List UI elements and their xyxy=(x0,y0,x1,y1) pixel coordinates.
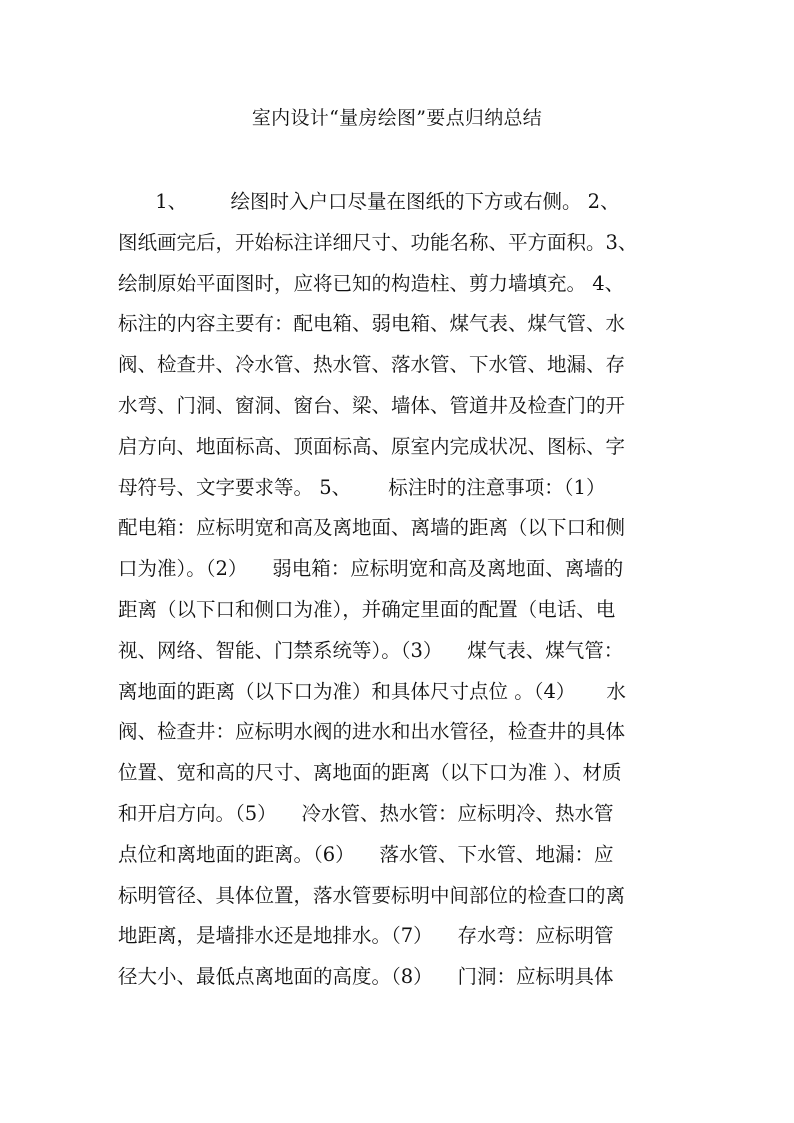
body-line: 离地面的距离（以下口为准）和具体尺寸点位 。（4） 水 xyxy=(118,679,626,703)
body-line: 位置、宽和高的尺寸、离地面的距离（以下口为准 ）、材质 xyxy=(118,761,622,785)
body-line: 标注的内容主要有：配电箱、弱电箱、煤气表、煤气管、水 xyxy=(118,312,626,336)
body-line: 阀、检查井、冷水管、热水管、落水管、下水管、地漏、存 xyxy=(118,353,626,377)
body-line: 地距离，是墙排水还是地排水。（7） 存水弯：应标明管 xyxy=(118,924,614,948)
body-line: 点位和离地面的距离。（6） 落水管、下水管、地漏：应 xyxy=(118,842,614,866)
body-line: 阀、检查井：应标明水阀的进水和出水管径，检查井的具体 xyxy=(118,720,626,744)
body-line: 配电箱：应标明宽和高及离地面、离墙的距离（以下口和侧 xyxy=(118,516,626,540)
body-line: 视、网络、智能、门禁系统等）。（3） 煤气表、煤气管： xyxy=(118,638,624,662)
document-body xyxy=(118,182,678,998)
body-line: 启方向、地面标高、顶面标高、原室内完成状况、图标、字 xyxy=(118,434,626,458)
body-line: 口为准）。（2） 弱电箱：应标明宽和高及离地面、离墙的 xyxy=(118,557,624,581)
body-line: 和开启方向。（5） 冷水管、热水管：应标明冷、热水管 xyxy=(118,801,614,825)
body-line: 1、 绘图时入户口尽量在图纸的下方或右侧。 2、 xyxy=(118,190,620,213)
body-line: 母符号、文字要求等。 5、 标注时的注意事项：（1） xyxy=(118,475,606,499)
body-line: 图纸画完后，开始标注详细尺寸、功能名称、平方面积。3、 xyxy=(118,230,638,254)
body-line: 径大小、最低点离地面的高度。（8） 门洞：应标明具体 xyxy=(118,965,614,989)
body-line: 标明管径、具体位置，落水管要标明中间部位的检查口的离 xyxy=(118,883,626,907)
body-line: 距离（以下口和侧口为准），并确定里面的配置（电话、电 xyxy=(118,597,616,621)
body-line: 绘制原始平面图时，应将已知的构造柱、剪力墙填充。 4、 xyxy=(118,271,625,295)
document-title: 室内设计“量房绘图”要点归纳总结 xyxy=(251,107,543,129)
body-line: 水弯、门洞、窗洞、窗台、梁、墙体、管道井及检查门的开 xyxy=(118,393,626,417)
